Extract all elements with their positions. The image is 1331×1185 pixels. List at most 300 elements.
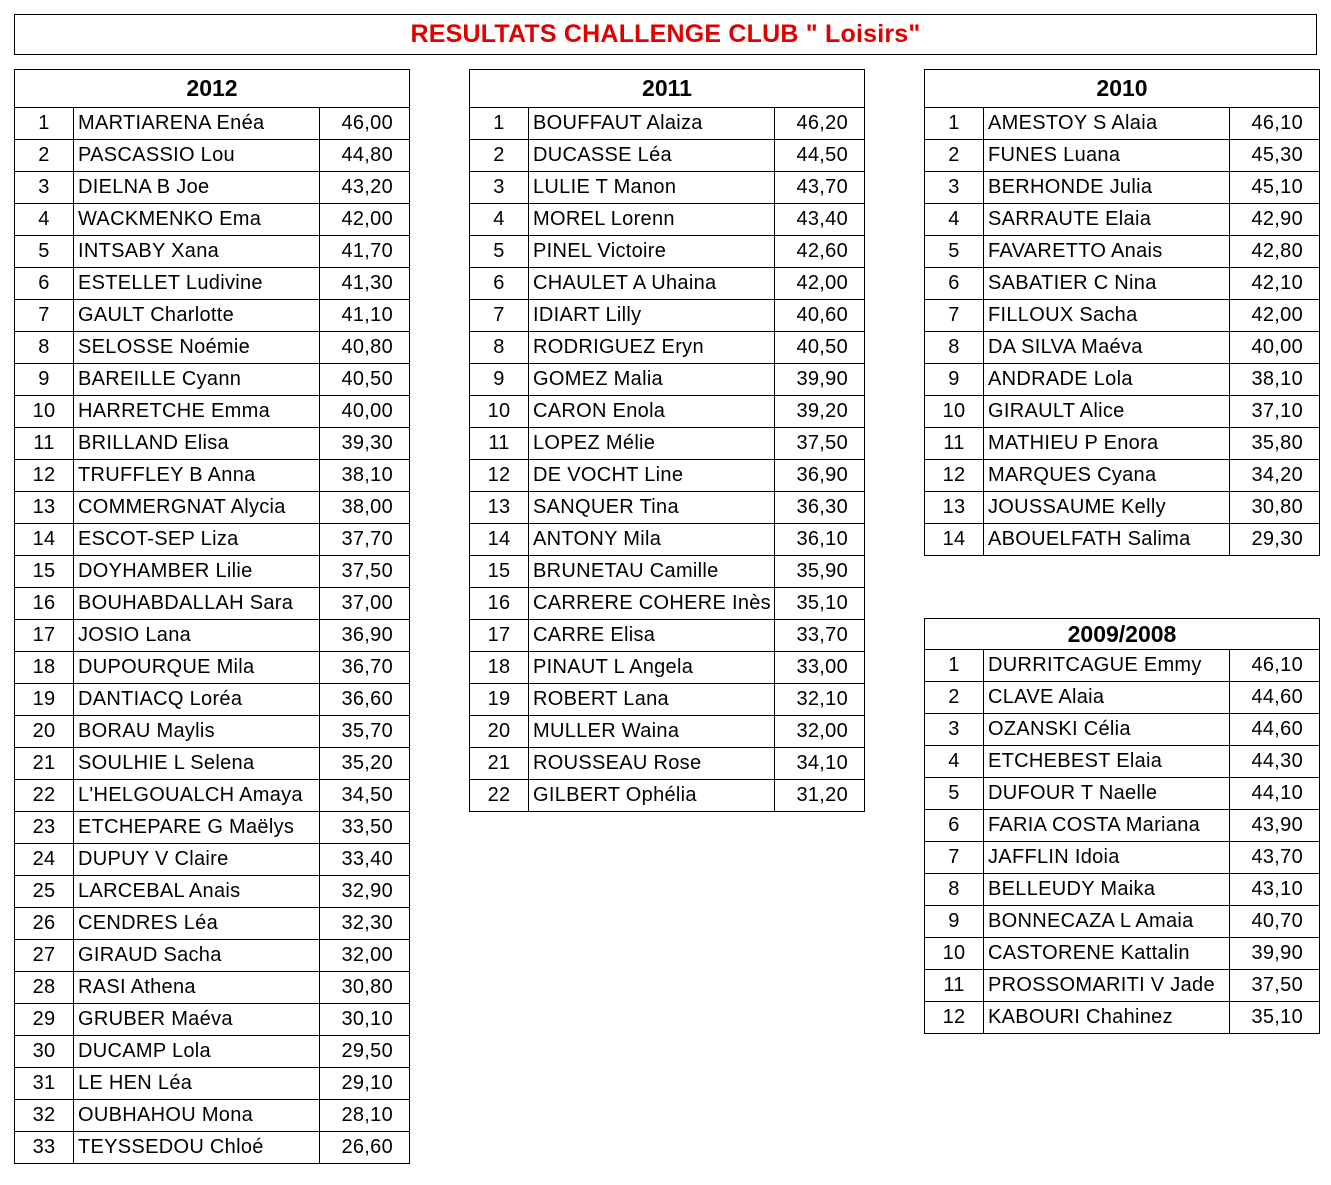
athlete-name-cell: BERHONDE Julia: [984, 172, 1230, 204]
score-cell: 33,00: [775, 652, 865, 684]
rank-cell: 3: [925, 172, 984, 204]
score-cell: 37,50: [320, 556, 410, 588]
athlete-name-cell: CHAULET A Uhaina: [529, 268, 775, 300]
athlete-name-cell: PINEL Victoire: [529, 236, 775, 268]
athlete-name-cell: JOUSSAUME Kelly: [984, 492, 1230, 524]
score-cell: 32,00: [320, 940, 410, 972]
page-title-box: [14, 14, 1317, 55]
table-row: [15, 748, 410, 780]
table-row: [15, 812, 410, 844]
table-row: [15, 332, 410, 364]
score-cell: 40,60: [775, 300, 865, 332]
rank-cell: 1: [925, 108, 984, 140]
rank-cell: 8: [15, 332, 74, 364]
table-row: [470, 204, 865, 236]
athlete-name-cell: L'HELGOUALCH Amaya: [74, 780, 320, 812]
athlete-name-cell: OZANSKI Célia: [984, 714, 1230, 746]
rank-cell: 6: [925, 810, 984, 842]
table-row: [925, 842, 1320, 874]
score-cell: 28,10: [320, 1100, 410, 1132]
score-cell: 43,90: [1230, 810, 1320, 842]
score-cell: 36,10: [775, 524, 865, 556]
rank-cell: 1: [470, 108, 529, 140]
athlete-name-cell: CARON Enola: [529, 396, 775, 428]
rank-cell: 21: [15, 748, 74, 780]
score-cell: 40,50: [320, 364, 410, 396]
rank-cell: 15: [470, 556, 529, 588]
athlete-name-cell: PROSSOMARITI V Jade: [984, 970, 1230, 1002]
rank-cell: 12: [925, 460, 984, 492]
rank-cell: 22: [15, 780, 74, 812]
athlete-name-cell: PINAUT L Angela: [529, 652, 775, 684]
table-row: [925, 364, 1320, 396]
athlete-name-cell: DOYHAMBER Lilie: [74, 556, 320, 588]
results-table-2011: [469, 69, 865, 812]
table-row: [15, 940, 410, 972]
score-cell: 29,50: [320, 1036, 410, 1068]
table-row: [925, 682, 1320, 714]
athlete-name-cell: BOUHABDALLAH Sara: [74, 588, 320, 620]
table-row: [15, 300, 410, 332]
athlete-name-cell: TEYSSEDOU Chloé: [74, 1132, 320, 1164]
score-cell: 36,70: [320, 652, 410, 684]
table-row: [15, 1132, 410, 1164]
table-row: [925, 460, 1320, 492]
score-cell: 40,80: [320, 332, 410, 364]
score-cell: 45,30: [1230, 140, 1320, 172]
athlete-name-cell: BRUNETAU Camille: [529, 556, 775, 588]
table-row: [925, 396, 1320, 428]
rank-cell: 9: [925, 364, 984, 396]
score-cell: 31,20: [775, 780, 865, 812]
rank-cell: 3: [470, 172, 529, 204]
table-row: [470, 396, 865, 428]
table-row: [925, 906, 1320, 938]
rank-cell: 6: [15, 268, 74, 300]
rank-cell: 5: [470, 236, 529, 268]
table-row: [470, 300, 865, 332]
table-row: [925, 938, 1320, 970]
athlete-name-cell: DURRITCAGUE Emmy: [984, 650, 1230, 682]
score-cell: 42,80: [1230, 236, 1320, 268]
rank-cell: 6: [925, 268, 984, 300]
score-cell: 39,20: [775, 396, 865, 428]
score-cell: 38,00: [320, 492, 410, 524]
rank-cell: 8: [470, 332, 529, 364]
athlete-name-cell: AMESTOY S Alaia: [984, 108, 1230, 140]
athlete-name-cell: BAREILLE Cyann: [74, 364, 320, 396]
rank-cell: 8: [925, 332, 984, 364]
score-cell: 36,90: [775, 460, 865, 492]
athlete-name-cell: SELOSSE Noémie: [74, 332, 320, 364]
rank-cell: 12: [15, 460, 74, 492]
athlete-name-cell: GIRAUD Sacha: [74, 940, 320, 972]
table-row: [15, 1036, 410, 1068]
athlete-name-cell: FAVARETTO Anais: [984, 236, 1230, 268]
athlete-name-cell: JAFFLIN Idoia: [984, 842, 1230, 874]
athlete-name-cell: HARRETCHE Emma: [74, 396, 320, 428]
score-cell: 42,00: [775, 268, 865, 300]
athlete-name-cell: ANTONY Mila: [529, 524, 775, 556]
athlete-name-cell: SANQUER Tina: [529, 492, 775, 524]
athlete-name-cell: CASTORENE Kattalin: [984, 938, 1230, 970]
rank-cell: 13: [15, 492, 74, 524]
rank-cell: 9: [925, 906, 984, 938]
athlete-name-cell: GIRAULT Alice: [984, 396, 1230, 428]
score-cell: 26,60: [320, 1132, 410, 1164]
table-row: [470, 716, 865, 748]
rank-cell: 6: [470, 268, 529, 300]
score-cell: 45,10: [1230, 172, 1320, 204]
score-cell: 41,30: [320, 268, 410, 300]
athlete-name-cell: OUBHAHOU Mona: [74, 1100, 320, 1132]
athlete-name-cell: SOULHIE L Selena: [74, 748, 320, 780]
score-cell: 42,60: [775, 236, 865, 268]
score-cell: 46,10: [1251, 112, 1303, 134]
table-row: [925, 300, 1320, 332]
athlete-name-cell: LULIE T Manon: [529, 172, 775, 204]
table-row: [925, 172, 1320, 204]
table-row: [470, 140, 865, 172]
athlete-name-cell: MATHIEU P Enora: [984, 428, 1230, 460]
score-cell: 29,30: [1230, 524, 1320, 556]
score-cell: 44,50: [775, 140, 865, 172]
table-row: [15, 364, 410, 396]
table-year-header: 2012: [15, 70, 410, 108]
rank-cell: 1: [925, 650, 984, 682]
athlete-name-cell: GILBERT Ophélia: [529, 780, 775, 812]
table-row: [15, 652, 410, 684]
athlete-name-cell: FILLOUX Sacha: [984, 300, 1230, 332]
athlete-name-cell: DA SILVA Maéva: [984, 332, 1230, 364]
rank-cell: 7: [15, 300, 74, 332]
rank-cell: 9: [470, 364, 529, 396]
rank-cell: 12: [470, 460, 529, 492]
athlete-name-cell: ABOUELFATH Salima: [984, 524, 1230, 556]
rank-cell: 8: [925, 874, 984, 906]
rank-cell: 7: [925, 842, 984, 874]
score-cell: 44,60: [1230, 682, 1320, 714]
table-row: [15, 972, 410, 1004]
table-row: [15, 428, 410, 460]
athlete-name-cell: DE VOCHT Line: [529, 460, 775, 492]
table-row: [15, 204, 410, 236]
athlete-name-cell: ROBERT Lana: [529, 684, 775, 716]
table-row: [15, 236, 410, 268]
rank-cell: 5: [925, 778, 984, 810]
score-cell: 40,00: [1230, 332, 1320, 364]
table-row: [15, 172, 410, 204]
table-row: [470, 268, 865, 300]
score-cell: 39,90: [775, 364, 865, 396]
score-cell: 42,00: [320, 204, 410, 236]
score-cell: 42,10: [1230, 268, 1320, 300]
score-cell: 41,70: [320, 236, 410, 268]
athlete-name-cell: BRILLAND Elisa: [74, 428, 320, 460]
rank-cell: 5: [15, 236, 74, 268]
rank-cell: 4: [925, 204, 984, 236]
table-row: [15, 1100, 410, 1132]
rank-cell: 19: [470, 684, 529, 716]
score-cell: 33,50: [320, 812, 410, 844]
table-row: [470, 652, 865, 684]
table-row: [15, 620, 410, 652]
table-row: [470, 556, 865, 588]
rank-cell: 18: [470, 652, 529, 684]
rank-cell: 10: [925, 938, 984, 970]
rank-cell: 28: [15, 972, 74, 1004]
score-cell: 37,70: [320, 524, 410, 556]
rank-cell: 10: [470, 396, 529, 428]
table-row: [925, 236, 1320, 268]
score-cell: 34,10: [775, 748, 865, 780]
rank-cell: 26: [15, 908, 74, 940]
rank-cell: 4: [15, 204, 74, 236]
athlete-name-cell: BORAU Maylis: [74, 716, 320, 748]
table-row: [925, 746, 1320, 778]
table-row: [470, 780, 865, 812]
score-cell: 35,70: [320, 716, 410, 748]
score-cell: 39,90: [1230, 938, 1320, 970]
table-row: [15, 268, 410, 300]
score-cell: 46,20: [796, 112, 848, 134]
rank-cell: 29: [15, 1004, 74, 1036]
rank-cell: 11: [925, 428, 984, 460]
table-row: [925, 778, 1320, 810]
athlete-name-cell: CENDRES Léa: [74, 908, 320, 940]
score-cell: 38,10: [320, 460, 410, 492]
table-row: [470, 332, 865, 364]
table-row: [925, 874, 1320, 906]
table-row: [925, 1002, 1320, 1034]
rank-cell: 13: [470, 492, 529, 524]
score-cell: 32,10: [775, 684, 865, 716]
rank-cell: 3: [925, 714, 984, 746]
table-row: [470, 524, 865, 556]
table-row: [15, 684, 410, 716]
table-row: [925, 428, 1320, 460]
score-cell: 42,90: [1230, 204, 1320, 236]
score-cell: 37,10: [1230, 396, 1320, 428]
table-row: [15, 876, 410, 908]
score-cell: 34,20: [1230, 460, 1320, 492]
athlete-name-cell: FARIA COSTA Mariana: [984, 810, 1230, 842]
table-row: [925, 970, 1320, 1002]
rank-cell: 2: [925, 140, 984, 172]
rank-cell: 4: [925, 746, 984, 778]
rank-cell: 19: [15, 684, 74, 716]
score-cell: 43,40: [775, 204, 865, 236]
score-cell: 35,20: [320, 748, 410, 780]
rank-cell: 11: [925, 970, 984, 1002]
score-cell: 30,10: [320, 1004, 410, 1036]
score-cell: 37,00: [320, 588, 410, 620]
score-cell: 36,90: [320, 620, 410, 652]
table-row: [470, 588, 865, 620]
table-row: [470, 748, 865, 780]
table-row: [470, 620, 865, 652]
table-row: [925, 332, 1320, 364]
page-title: RESULTATS CHALLENGE CLUB " Loisirs": [410, 20, 921, 48]
athlete-name-cell: SABATIER C Nina: [984, 268, 1230, 300]
table-year-header: 2011: [470, 70, 865, 108]
rank-cell: 21: [470, 748, 529, 780]
rank-cell: 20: [15, 716, 74, 748]
rank-cell: 24: [15, 844, 74, 876]
athlete-name-cell: ETCHEBEST Elaia: [984, 746, 1230, 778]
athlete-name-cell: COMMERGNAT Alycia: [74, 492, 320, 524]
results-table-2009-2008: [924, 618, 1320, 1034]
table-row: [925, 810, 1320, 842]
athlete-name-cell: DUFOUR T Naelle: [984, 778, 1230, 810]
athlete-name-cell: DUPUY V Claire: [74, 844, 320, 876]
rank-cell: 22: [470, 780, 529, 812]
rank-cell: 13: [925, 492, 984, 524]
table-row: [15, 556, 410, 588]
rank-cell: 5: [925, 236, 984, 268]
athlete-name-cell: RASI Athena: [74, 972, 320, 1004]
table-row: [470, 364, 865, 396]
score-cell: 43,10: [1230, 874, 1320, 906]
rank-cell: 2: [925, 682, 984, 714]
table-row: [15, 524, 410, 556]
rank-cell: 2: [470, 140, 529, 172]
rank-cell: 23: [15, 812, 74, 844]
rank-cell: 7: [470, 300, 529, 332]
table-row: [15, 1068, 410, 1100]
rank-cell: 11: [470, 428, 529, 460]
score-cell: 44,10: [1230, 778, 1320, 810]
athlete-name-cell: FUNES Luana: [984, 140, 1230, 172]
athlete-name-cell: WACKMENKO Ema: [74, 204, 320, 236]
table-row: [15, 140, 410, 172]
athlete-name-cell: CARRE Elisa: [529, 620, 775, 652]
table-row: [15, 908, 410, 940]
table-row: [470, 172, 865, 204]
athlete-name-cell: RODRIGUEZ Eryn: [529, 332, 775, 364]
table-row: [15, 780, 410, 812]
rank-cell: 12: [925, 1002, 984, 1034]
athlete-name-cell: LOPEZ Mélie: [529, 428, 775, 460]
score-cell: 44,80: [320, 140, 410, 172]
athlete-name-cell: IDIART Lilly: [529, 300, 775, 332]
score-cell: 33,70: [775, 620, 865, 652]
rank-cell: 14: [15, 524, 74, 556]
table-row: [470, 428, 865, 460]
athlete-name-cell: LE HEN Léa: [74, 1068, 320, 1100]
athlete-name-cell: KABOURI Chahinez: [984, 1002, 1230, 1034]
rank-cell: 27: [15, 940, 74, 972]
score-cell: 30,80: [1230, 492, 1320, 524]
results-table-2010: [924, 69, 1320, 556]
rank-cell: 7: [925, 300, 984, 332]
score-cell: 40,00: [320, 396, 410, 428]
athlete-name-cell: GOMEZ Malia: [529, 364, 775, 396]
rank-cell: 20: [470, 716, 529, 748]
rank-cell: 3: [15, 172, 74, 204]
athlete-name-cell: ETCHEPARE G Maëlys: [74, 812, 320, 844]
rank-cell: 30: [15, 1036, 74, 1068]
athlete-name-cell: BOUFFAUT Alaiza: [529, 108, 775, 140]
athlete-name-cell: GAULT Charlotte: [74, 300, 320, 332]
table-row: [470, 492, 865, 524]
athlete-name-cell: SARRAUTE Elaia: [984, 204, 1230, 236]
athlete-name-cell: DANTIACQ Loréa: [74, 684, 320, 716]
score-cell: 44,30: [1230, 746, 1320, 778]
rank-cell: 10: [925, 396, 984, 428]
score-cell: 36,30: [775, 492, 865, 524]
rank-cell: 14: [470, 524, 529, 556]
score-cell: 43,20: [320, 172, 410, 204]
rank-cell: 1: [15, 108, 74, 140]
rank-cell: 33: [15, 1132, 74, 1164]
score-cell: 32,30: [320, 908, 410, 940]
table-row: [925, 650, 1320, 682]
athlete-name-cell: DUCASSE Léa: [529, 140, 775, 172]
table-year-header: 2009/2008: [925, 619, 1320, 650]
rank-cell: 16: [15, 588, 74, 620]
table-row: [15, 844, 410, 876]
athlete-name-cell: MARQUES Cyana: [984, 460, 1230, 492]
rank-cell: 16: [470, 588, 529, 620]
score-cell: 46,00: [341, 112, 393, 134]
table-row: [15, 716, 410, 748]
score-cell: 40,50: [775, 332, 865, 364]
table-row: [15, 1004, 410, 1036]
athlete-name-cell: CLAVE Alaia: [984, 682, 1230, 714]
score-cell: 40,70: [1230, 906, 1320, 938]
table-row: [470, 460, 865, 492]
table-row: [925, 492, 1320, 524]
rank-cell: 32: [15, 1100, 74, 1132]
rank-cell: 10: [15, 396, 74, 428]
results-table-2012: [14, 69, 410, 1164]
score-cell: 32,00: [775, 716, 865, 748]
athlete-name-cell: DIELNA B Joe: [74, 172, 320, 204]
score-cell: 36,60: [320, 684, 410, 716]
athlete-name-cell: GRUBER Maéva: [74, 1004, 320, 1036]
athlete-name-cell: ESTELLET Ludivine: [74, 268, 320, 300]
table-row: [925, 108, 1320, 140]
athlete-name-cell: JOSIO Lana: [74, 620, 320, 652]
score-cell: 43,70: [1230, 842, 1320, 874]
score-cell: 39,30: [320, 428, 410, 460]
rank-cell: 2: [15, 140, 74, 172]
rank-cell: 25: [15, 876, 74, 908]
table-row: [925, 140, 1320, 172]
rank-cell: 17: [470, 620, 529, 652]
athlete-name-cell: MARTIARENA Enéa: [74, 108, 320, 140]
athlete-name-cell: MULLER Waina: [529, 716, 775, 748]
score-cell: 46,10: [1251, 654, 1303, 676]
rank-cell: 17: [15, 620, 74, 652]
score-cell: 32,90: [320, 876, 410, 908]
athlete-name-cell: ESCOT-SEP Liza: [74, 524, 320, 556]
score-cell: 30,80: [320, 972, 410, 1004]
athlete-name-cell: ROUSSEAU Rose: [529, 748, 775, 780]
table-row: [15, 460, 410, 492]
athlete-name-cell: MOREL Lorenn: [529, 204, 775, 236]
table-row: [15, 108, 410, 140]
table-row: [925, 524, 1320, 556]
score-cell: 35,10: [775, 588, 865, 620]
table-row: [470, 684, 865, 716]
rank-cell: 31: [15, 1068, 74, 1100]
score-cell: 44,60: [1230, 714, 1320, 746]
athlete-name-cell: LARCEBAL Anais: [74, 876, 320, 908]
table-row: [15, 396, 410, 428]
score-cell: 29,10: [320, 1068, 410, 1100]
